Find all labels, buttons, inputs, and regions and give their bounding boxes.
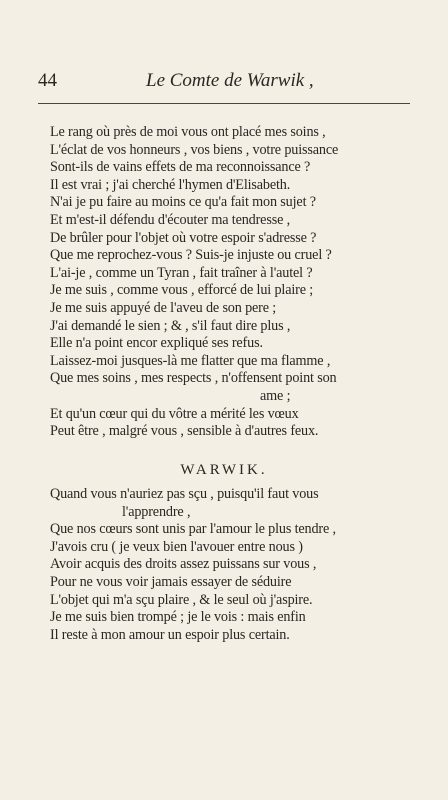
running-title: Le Comte de Warwik , <box>146 70 314 91</box>
verse-line: Que me reprochez-vous ? Suis-je injuste ou cruel ? <box>50 247 332 264</box>
verse-block-1 <box>50 124 420 441</box>
verse-line: Je me suis , comme vous , efforcé de lui plaire ; <box>50 282 314 299</box>
verse-line: Peut être , malgré vous , sensible à d'autres feux. <box>50 423 319 440</box>
verse-line: L'éclat de vos honneurs , vos biens , votre puissance <box>50 141 339 158</box>
verse-line: L'ai-je , comme un Tyran , fait traîner à l'autel ? <box>50 264 313 281</box>
running-header <box>38 70 410 96</box>
verse-line: Elle n'a point encor expliqué ses refus. <box>50 335 263 352</box>
verse-line: Laissez-moi jusques-là me flatter que ma flamme , <box>50 352 331 369</box>
verse-line: Il est vrai ; j'ai cherché l'hymen d'Elisabeth. <box>50 176 291 193</box>
verse-line: Il reste à mon amour un espoir plus certain. <box>50 626 290 643</box>
verse-line: L'objet qui m'a sçu plaire , & le seul où j'aspire. <box>50 591 313 608</box>
verse-line: J'avois cru ( je veux bien l'avouer entre nous ) <box>50 538 303 555</box>
verse-line: De brûler pour l'objet où votre espoir s'adresse ? <box>50 229 317 246</box>
verse-line: Je me suis appuyé de l'aveu de son pere ; <box>50 299 277 316</box>
verse-line-continuation: ame ; <box>260 387 291 404</box>
verse-line: Que mes soins , mes respects , n'offensent point son <box>50 370 337 387</box>
header-rule <box>38 103 410 104</box>
verse-line: Sont-ils de vains effets de ma reconnoissance ? <box>50 159 311 176</box>
verse-line-continuation: l'apprendre , <box>122 503 191 520</box>
page-number: 44 <box>38 70 57 91</box>
verse-line: N'ai je pu faire au moins ce qu'a fait mon sujet ? <box>50 194 316 211</box>
verse-line: Et qu'un cœur qui du vôtre a mérité les vœux <box>50 405 299 422</box>
verse-line: Le rang où près de moi vous ont placé mes soins , <box>50 124 326 140</box>
speaker-name: WARWIK. <box>180 462 268 478</box>
verse-line: J'ai demandé le sien ; & , s'il faut dire plus , <box>50 317 291 334</box>
verse-line: Je me suis bien trompé ; je le vois : mais enfin <box>50 609 306 626</box>
verse-line: Pour ne vous voir jamais essayer de séduire <box>50 573 292 590</box>
verse-line: Que nos cœurs sont unis par l'amour le plus tendre , <box>50 521 336 538</box>
verse-block-2 <box>50 486 420 644</box>
verse-line: Quand vous n'auriez pas sçu , puisqu'il faut vous <box>50 486 319 502</box>
verse-line: Et m'est-il défendu d'écouter ma tendresse , <box>50 211 291 228</box>
verse-line: Avoir acquis des droits assez puissans sur vous , <box>50 556 317 573</box>
